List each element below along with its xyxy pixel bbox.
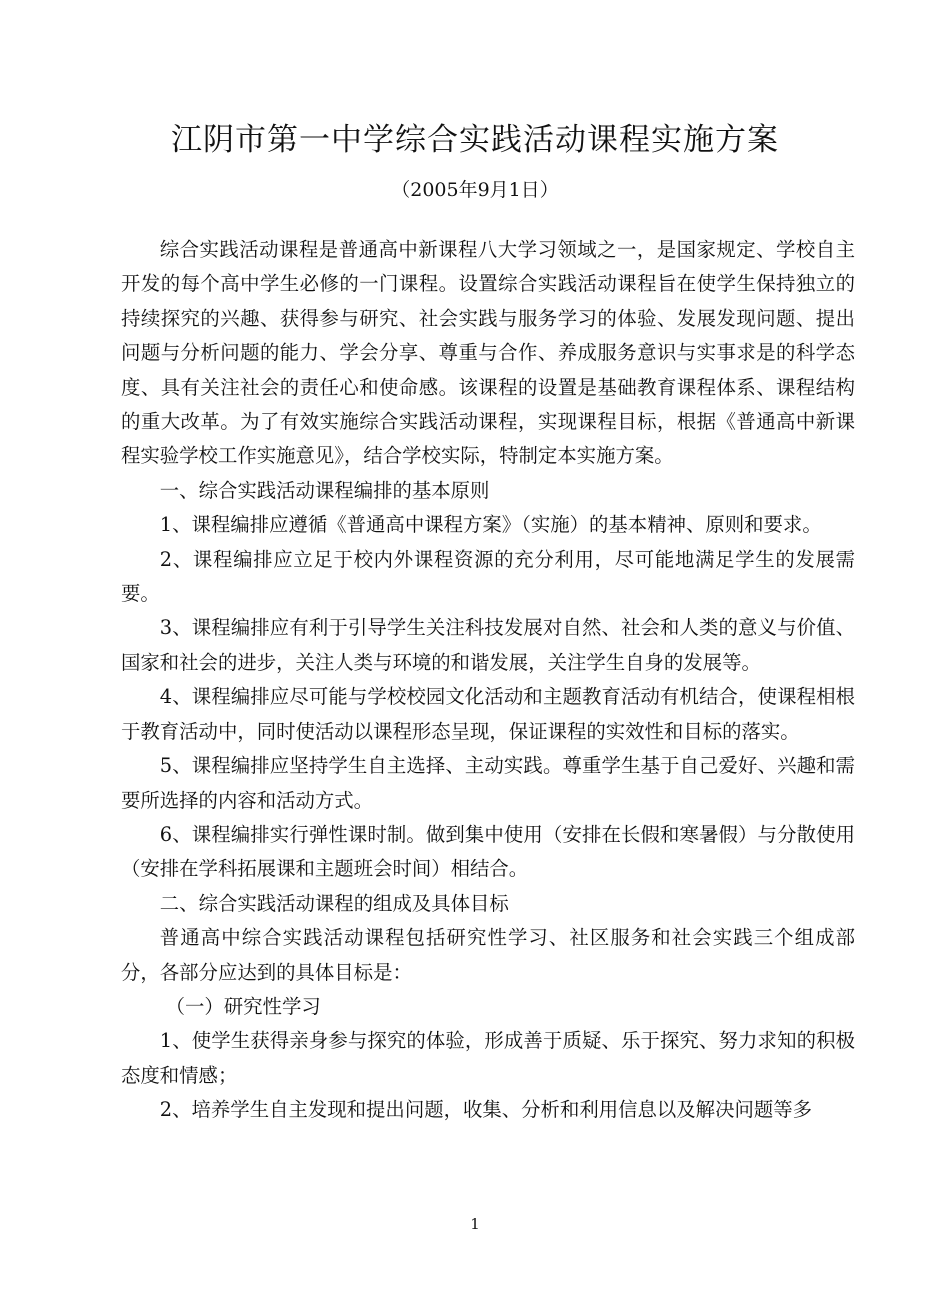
subsection-heading-research: （一）研究性学习 <box>165 994 321 1018</box>
principle-item: 4、课程编排应尽可能与学校校园文化活动和主题教育活动有机结合，使课程相根于教育活动中，同时使活动以课程形态呈现，保证课程的实效性和目标的落实。 <box>121 685 855 743</box>
document-title: 江阴市第一中学综合实践活动课程实施方案 <box>171 122 779 158</box>
intro-paragraph: 综合实践活动课程是普通高中新课程八大学习领域之一，是国家规定、学校自主开发的每个高中学生必修的一门课程。设置综合实践活动课程旨在使学生保持独立的持续探究的兴趣、获得参与研究、社会实践与服务学习的体验、发展发现问题、提出问题与分析问题的能力、学会分享、尊重与合作、养成服务意识与实事求是的科学态度、具有关注社会的责任心和使命感。该课程的设置是基础教育课程体系、课程结构的重大改革。为了有效实施综合实践活动课程，实现课程目标，根据《普通高中新课程实验学校工作实施意见》，结合学校实际，特制定本实施方案。 <box>121 238 855 468</box>
research-goal-item: 2、培养学生自主发现和提出问题，收集、分析和利用信息以及解决问题等多 <box>159 1098 813 1122</box>
document-body <box>121 233 855 1128</box>
principle-item: 5、课程编排应坚持学生自主选择、主动实践。尊重学生基于自己爱好、兴趣和需要所选择的内容和活动方式。 <box>121 754 855 812</box>
principle-item: 1、课程编排应遵循《普通高中课程方案》（实施）的基本精神、原则和要求。 <box>159 513 822 537</box>
composition-paragraph: 普通高中综合实践活动课程包括研究性学习、社区服务和社会实践三个组成部分，各部分应达到的具体目标是： <box>121 926 855 984</box>
principle-item: 2、课程编排应立足于校内外课程资源的充分利用，尽可能地满足学生的发展需要。 <box>121 547 855 606</box>
principle-item: 3、课程编排应有利于引导学生关注科技发展对自然、社会和人类的意义与价值、国家和社会的进步，关注人类与环境的和谐发展，关注学生自身的发展等。 <box>121 616 855 674</box>
document-date: （2005年9月1日） <box>391 179 559 201</box>
page-number: 1 <box>470 1215 480 1233</box>
principle-item: 6、课程编排实行弹性课时制。做到集中使用（安排在长假和寒暑假）与分散使用（安排在学科拓展课和主题班会时间）相结合。 <box>121 822 855 881</box>
section-heading-principles: 一、综合实践活动课程编排的基本原则 <box>159 478 490 502</box>
section-heading-composition: 二、综合实践活动课程的组成及具体目标 <box>159 891 509 915</box>
research-goal-item: 1、使学生获得亲身参与探究的体验，形成善于质疑、乐于探究、努力求知的积极态度和情感； <box>121 1029 855 1087</box>
